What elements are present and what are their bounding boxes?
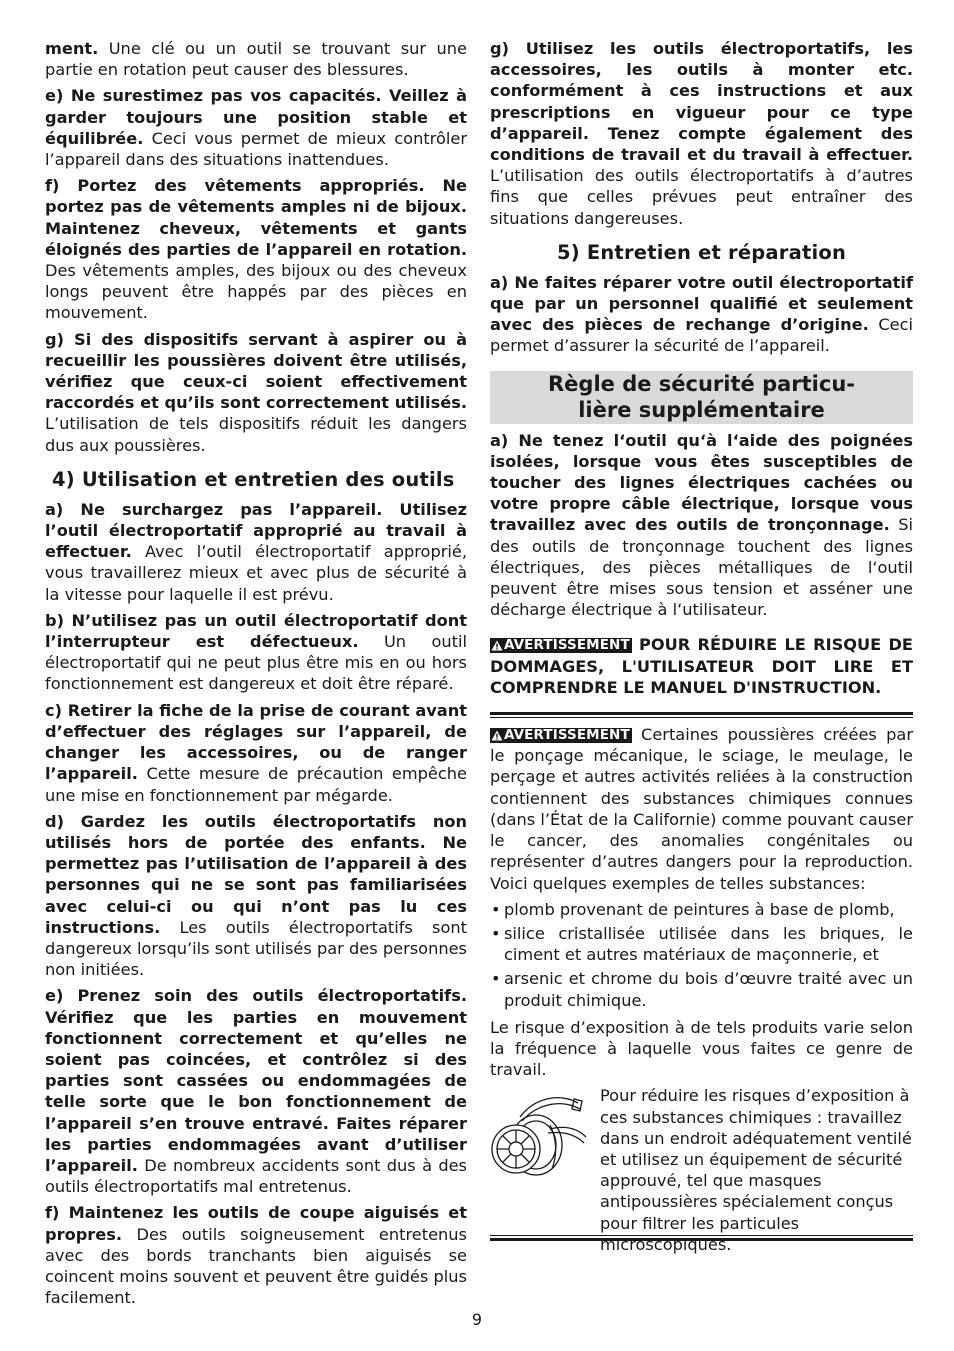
bold-lead: f) Maintenez les outils de coupe aiguisés et propres.	[45, 1203, 467, 1244]
body-text: L’utilisation de tels dispositifs réduit les dangers dus aux poussières.	[45, 414, 467, 455]
paragraph-e	[45, 85, 467, 170]
warning-text: POUR RÉDUIRE LE RISQUE DE DOMMAGES, L'UTILISATEUR DOIT LIRE ET COMPRENDRE LE MANUEL D'INSTRUCTION.	[490, 635, 913, 697]
respirator-mask-icon	[490, 1089, 590, 1185]
list-item: • arsenic et chrome du bois d’œuvre traité avec un produit chimique.	[490, 968, 913, 1010]
paragraph-4b	[45, 610, 467, 695]
bold-lead: e) Prenez soin des outils électroportatifs. Vérifiez que les parties en mouvement fonctionnent correctement et qu’elles ne soient pas coincées, et contrôlez si des parties sont cassées ou endommagées de telle sorte que le bon fonctionnement de l’appareil s’en trouve entravé. Faites réparer les parties endommagées avant d’utiliser l’appareil.	[45, 986, 467, 1175]
warning-badge	[490, 638, 632, 653]
box-heading-line: lière supplémentaire	[578, 397, 825, 422]
box-heading-line: Règle de sécurité particu-	[548, 371, 855, 396]
warning-triangle-icon	[491, 640, 503, 651]
warning-label: AVERTISSEMENT	[504, 727, 630, 744]
paragraph-4a	[45, 499, 467, 605]
bold-lead: d) Gardez les outils électroportatifs non utilisés hors de portée des enfants. Ne permettez pas l’utilisation de l’appareil à des personnes qui ne se sont pas familiarisées avec celui-ci ou qui n’ont pas lu ces instructions.	[45, 811, 467, 937]
page-number: 9	[471, 1310, 483, 1329]
body-text: Avec l’outil électroportatif approprié, vous travaillerez mieux et avec plus de sécurité à la vitesse pour laquelle il est prévu.	[45, 542, 467, 604]
paragraph-4d	[45, 811, 467, 981]
warning-text: Certaines poussières créées par le ponçage mécanique, le sciage, le meulage, le perçage et autres activités reliées à la construction contiennent des substances chimiques connues (dans l’État de la Californie) comme pouvant causer le cancer, des anomalies congénitales ou représenter d’autres dangers pour la reproduction. Voici quelques exemples de telles substances:	[490, 725, 913, 893]
divider-rule	[490, 712, 913, 718]
body-text: Ceci vous permet de mieux contrôler l’appareil dans des situations inattendues.	[45, 128, 467, 170]
body-text: Un outil électroportatif qui ne peut plus être mis en ou hors fonctionnement est dangereux et doit être réparé.	[45, 632, 468, 694]
right-column	[490, 38, 914, 1254]
paragraph-special-a	[490, 430, 913, 621]
warning-manual	[490, 634, 913, 698]
list-item: • silice cristallisée utilisée dans les briques, le ciment et autres matériaux de maçonnerie, et	[490, 923, 913, 965]
bold-lead: ment.	[45, 39, 99, 58]
warning-triangle-icon	[491, 730, 503, 741]
bold-lead: g) Si des dispositifs servant à aspirer ou à recueillir les poussières doivent être utilisés, vérifiez que ceux-ci soient effectivement raccordés et qu’ils sont correctement utilisés.	[45, 329, 467, 413]
paragraph-4c	[45, 700, 467, 806]
body-text: De nombreux accidents sont dus à des outils électroportatifs mal entretenus.	[45, 1155, 467, 1197]
bold-lead: g) Utilisez les outils électroportatifs, les accessoires, les outils à monter etc. conformément à ces instructions et aux prescriptions en vigueur pour ce type d’appareil. Tenez compte également des conditions de travail et du travail à effectuer.	[490, 39, 913, 165]
bold-lead: f) Portez des vêtements appropriés. Ne portez pas de vêtements amples ni de bijoux. Maintenez cheveux, vêtements et gants éloignés des parties de l’appareil en rotation.	[45, 176, 467, 259]
body-text: Des vêtements amples, des bijoux ou des cheveux longs peuvent être happés par des pièces en mouvement.	[45, 261, 467, 323]
paragraph-4e	[45, 985, 467, 1197]
paragraph-5a	[490, 272, 913, 357]
bold-lead: b) N’utilisez pas un outil électroportatif dont l’interrupteur est défectueux.	[45, 610, 467, 652]
respirator-text: Pour réduire les risques d’exposition à ces substances chimiques : travaillez dans un endroit adéquatement ventilé et utilisez un équipement de sécurité approuvé, tel que masques antipoussières spécialement conçus pour filtrer les particules microscopiques.	[600, 1086, 912, 1254]
body-text: Les outils électroportatifs sont dangereux lorsqu’ils sont utilisés par des personnes non initiées.	[45, 917, 467, 980]
body-text: Une clé ou un outil se trouvant sur une partie en rotation peut causer des blessures.	[45, 39, 467, 80]
left-column	[45, 38, 467, 1313]
body-text: L’utilisation des outils électroportatifs à d’autres fins que celles prévues peut entraîner des situations dangereuses.	[490, 166, 913, 228]
paragraph-4g	[490, 38, 913, 229]
risk-paragraph: Le risque d’exposition à de tels produits varie selon la fréquence à laquelle vous faites ce genre de travail.	[490, 1017, 913, 1080]
body-text: Si des outils de tronçonnage touchent des lignes électriques, des pièces métalliques de l‘outil peuvent être mises sous tension et asséner une décharge électrique à l‘utilisateur.	[490, 515, 914, 620]
bold-lead: a) Ne tenez l‘outil qu‘à l‘aide des poignées isolées, lorsque vous êtes susceptibles de toucher des lignes électriques cachées ou votre propre câble électrique, lorsque vous travaillez avec des outils de tronçonnage.	[490, 430, 913, 535]
bold-lead: c) Retirer la fiche de la prise de courant avant d’effectuer des réglages sur l’appareil, de changer les accessoires, ou de ranger l’appareil.	[45, 700, 467, 784]
warning-chemicals	[490, 724, 913, 894]
body-text: Cette mesure de précaution empêche une mise en fonctionnement par mégarde.	[45, 764, 467, 805]
paragraph-g	[45, 329, 467, 456]
substances-list	[490, 899, 913, 1011]
body-text: Des outils soigneusement entretenus avec des bords tranchants bien aiguisés se coincent moins souvent et peuvent être guidés plus facilement.	[45, 1224, 467, 1308]
paragraph-f	[45, 175, 467, 323]
respirator-block	[490, 1085, 913, 1254]
body-text: Ceci permet d’assurer la sécurité de l’appareil.	[490, 315, 914, 356]
bold-lead: e) Ne surestimez pas vos capacités. Veillez à garder toujours une position stable et équilibrée.	[45, 86, 467, 148]
paragraph-4f	[45, 1202, 467, 1308]
paragraph-clamp-end	[45, 38, 467, 80]
bold-lead: a) Ne faites réparer votre outil électroportatif que par un personnel qualifié et seulement avec des pièces de rechange d’origine.	[490, 272, 913, 335]
special-rule-heading-box	[490, 371, 913, 424]
bold-lead: a) Ne surchargez pas l’appareil. Utilisez l’outil électroportatif approprié au travail à effectuer.	[45, 499, 467, 562]
warning-label: AVERTISSEMENT	[504, 637, 630, 654]
warning-badge	[490, 728, 632, 743]
list-item: • plomb provenant de peintures à base de plomb,	[490, 899, 913, 920]
section-heading-4: 4) Utilisation et entretien des outils	[52, 467, 455, 491]
section-heading-5: 5) Entretien et réparation	[556, 240, 847, 264]
